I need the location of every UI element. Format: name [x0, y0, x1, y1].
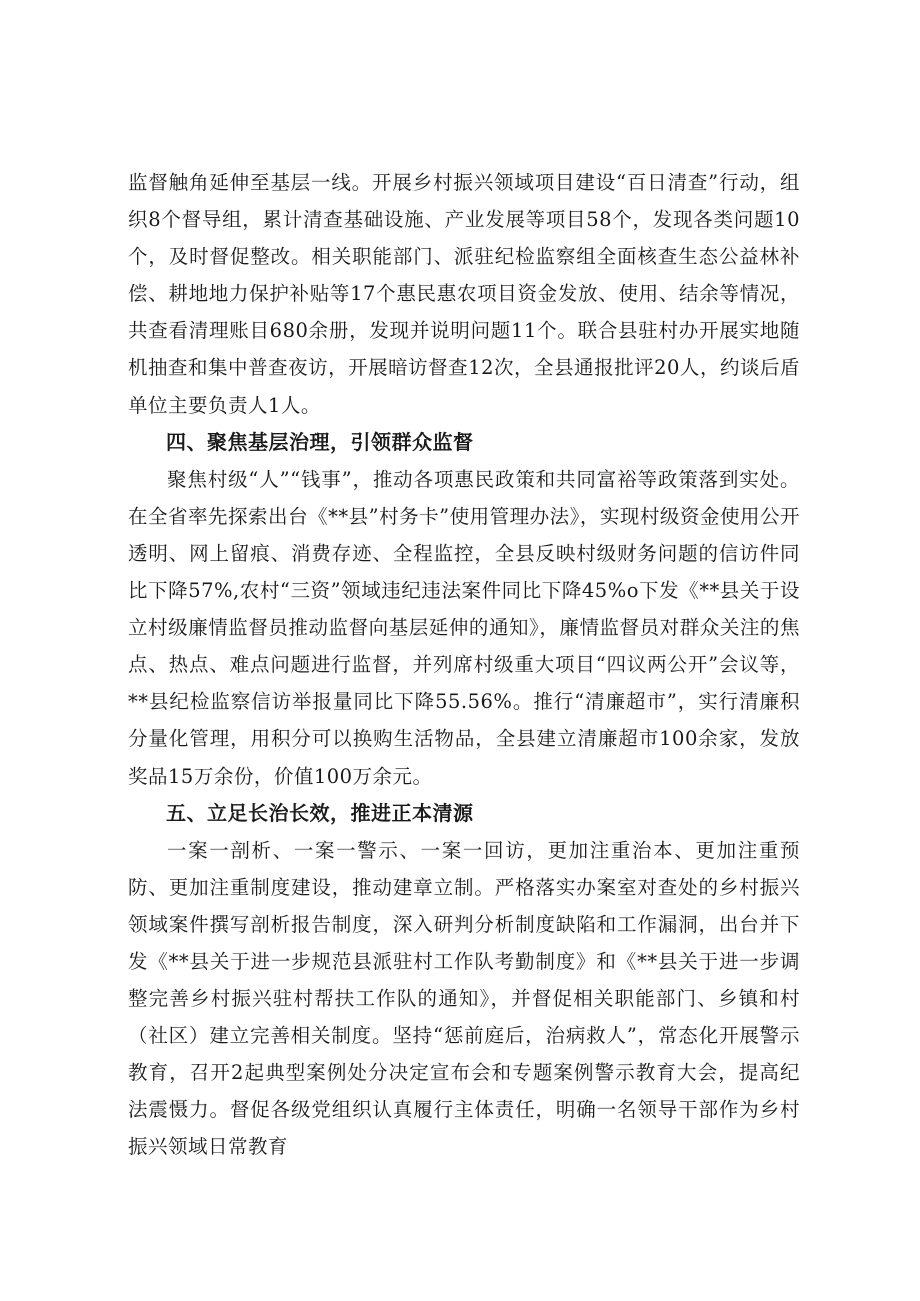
document-page [128, 164, 800, 1166]
paragraph-case-analysis: 一案一剖析、一案一警示、一案一回访，更加注重治本、更加注重预防、更加注重制度建设，推动建章立制。严格落实办案室对查处的乡村振兴领域案件撰写剖析报告制度，深入研判分析制度缺陷和工作漏洞，出台并下发《**县关于进一步规范县派驻村工作队考勤制度》和《**县关于进一步调整完善乡村振兴驻村帮扶工作队的通知》，并督促相关职能部门、乡镇和村（社区）建立完善相关制度。坚持“惩前庭后，治病救人”，常态化开展警示教育，召开2起典型案例处分决定宣布会和专题案例警示教育大会，提高纪法震慑力。督促各级党组织认真履行主体责任，明确一名领导干部作为乡村振兴领域日常教育 [128, 838, 800, 1159]
paragraph-village-finance: 聚焦村级“人”“钱事”，推动各项惠民政策和共同富裕等政策落到实处。在全省率先探索出台《**县”村务卡”使用管理办法》，实现村级资金使用公开透明、网上留痕、消费存迹、全程监控，全县反映村级财务问题的信访件同比下降57%,农村“三资”领域违纪违法案件同比下降45%o下发《**县关于设立村级廉情监督员推动监督向基层延伸的通知》，廉情监督员对群众关注的焦点、热点、难点问题进行监督，并列席村级重大项目“四议两公开”会议等，**县纪检监察信访举报量同比下降55.56%。推行“清廉超市”，实行清廉积分量化管理，用积分可以换购生活物品，全县建立清廉超市100余家，发放奖品15万余份，价值100万余元。 [128, 467, 800, 788]
paragraph-supervision-frontline: 监督触角延伸至基层一线。开展乡村振兴领域项目建设“百日清查”行动，组织8个督导组，累计清查基础设施、产业发展等项目58个，发现各类问题10个，及时督促整改。相关职能部门、派驻纪检监察组全面核查生态公益林补偿、耕地地力保护补贴等17个惠民惠农项目资金发放、使用、结余等情况，共查看清理账目680余册，发现并说明问题11个。联合县驻村办开展实地随机抽查和集中普查夜访，开展暗访督查12次，全县通报批评20人，约谈后盾单位主要负责人1人。 [128, 171, 800, 417]
heading-long-term-governance: 五、立足长治长效，推进正本清源 [166, 800, 474, 825]
heading-grassroots-governance: 四、聚焦基层治理，引领群众监督 [166, 429, 474, 454]
